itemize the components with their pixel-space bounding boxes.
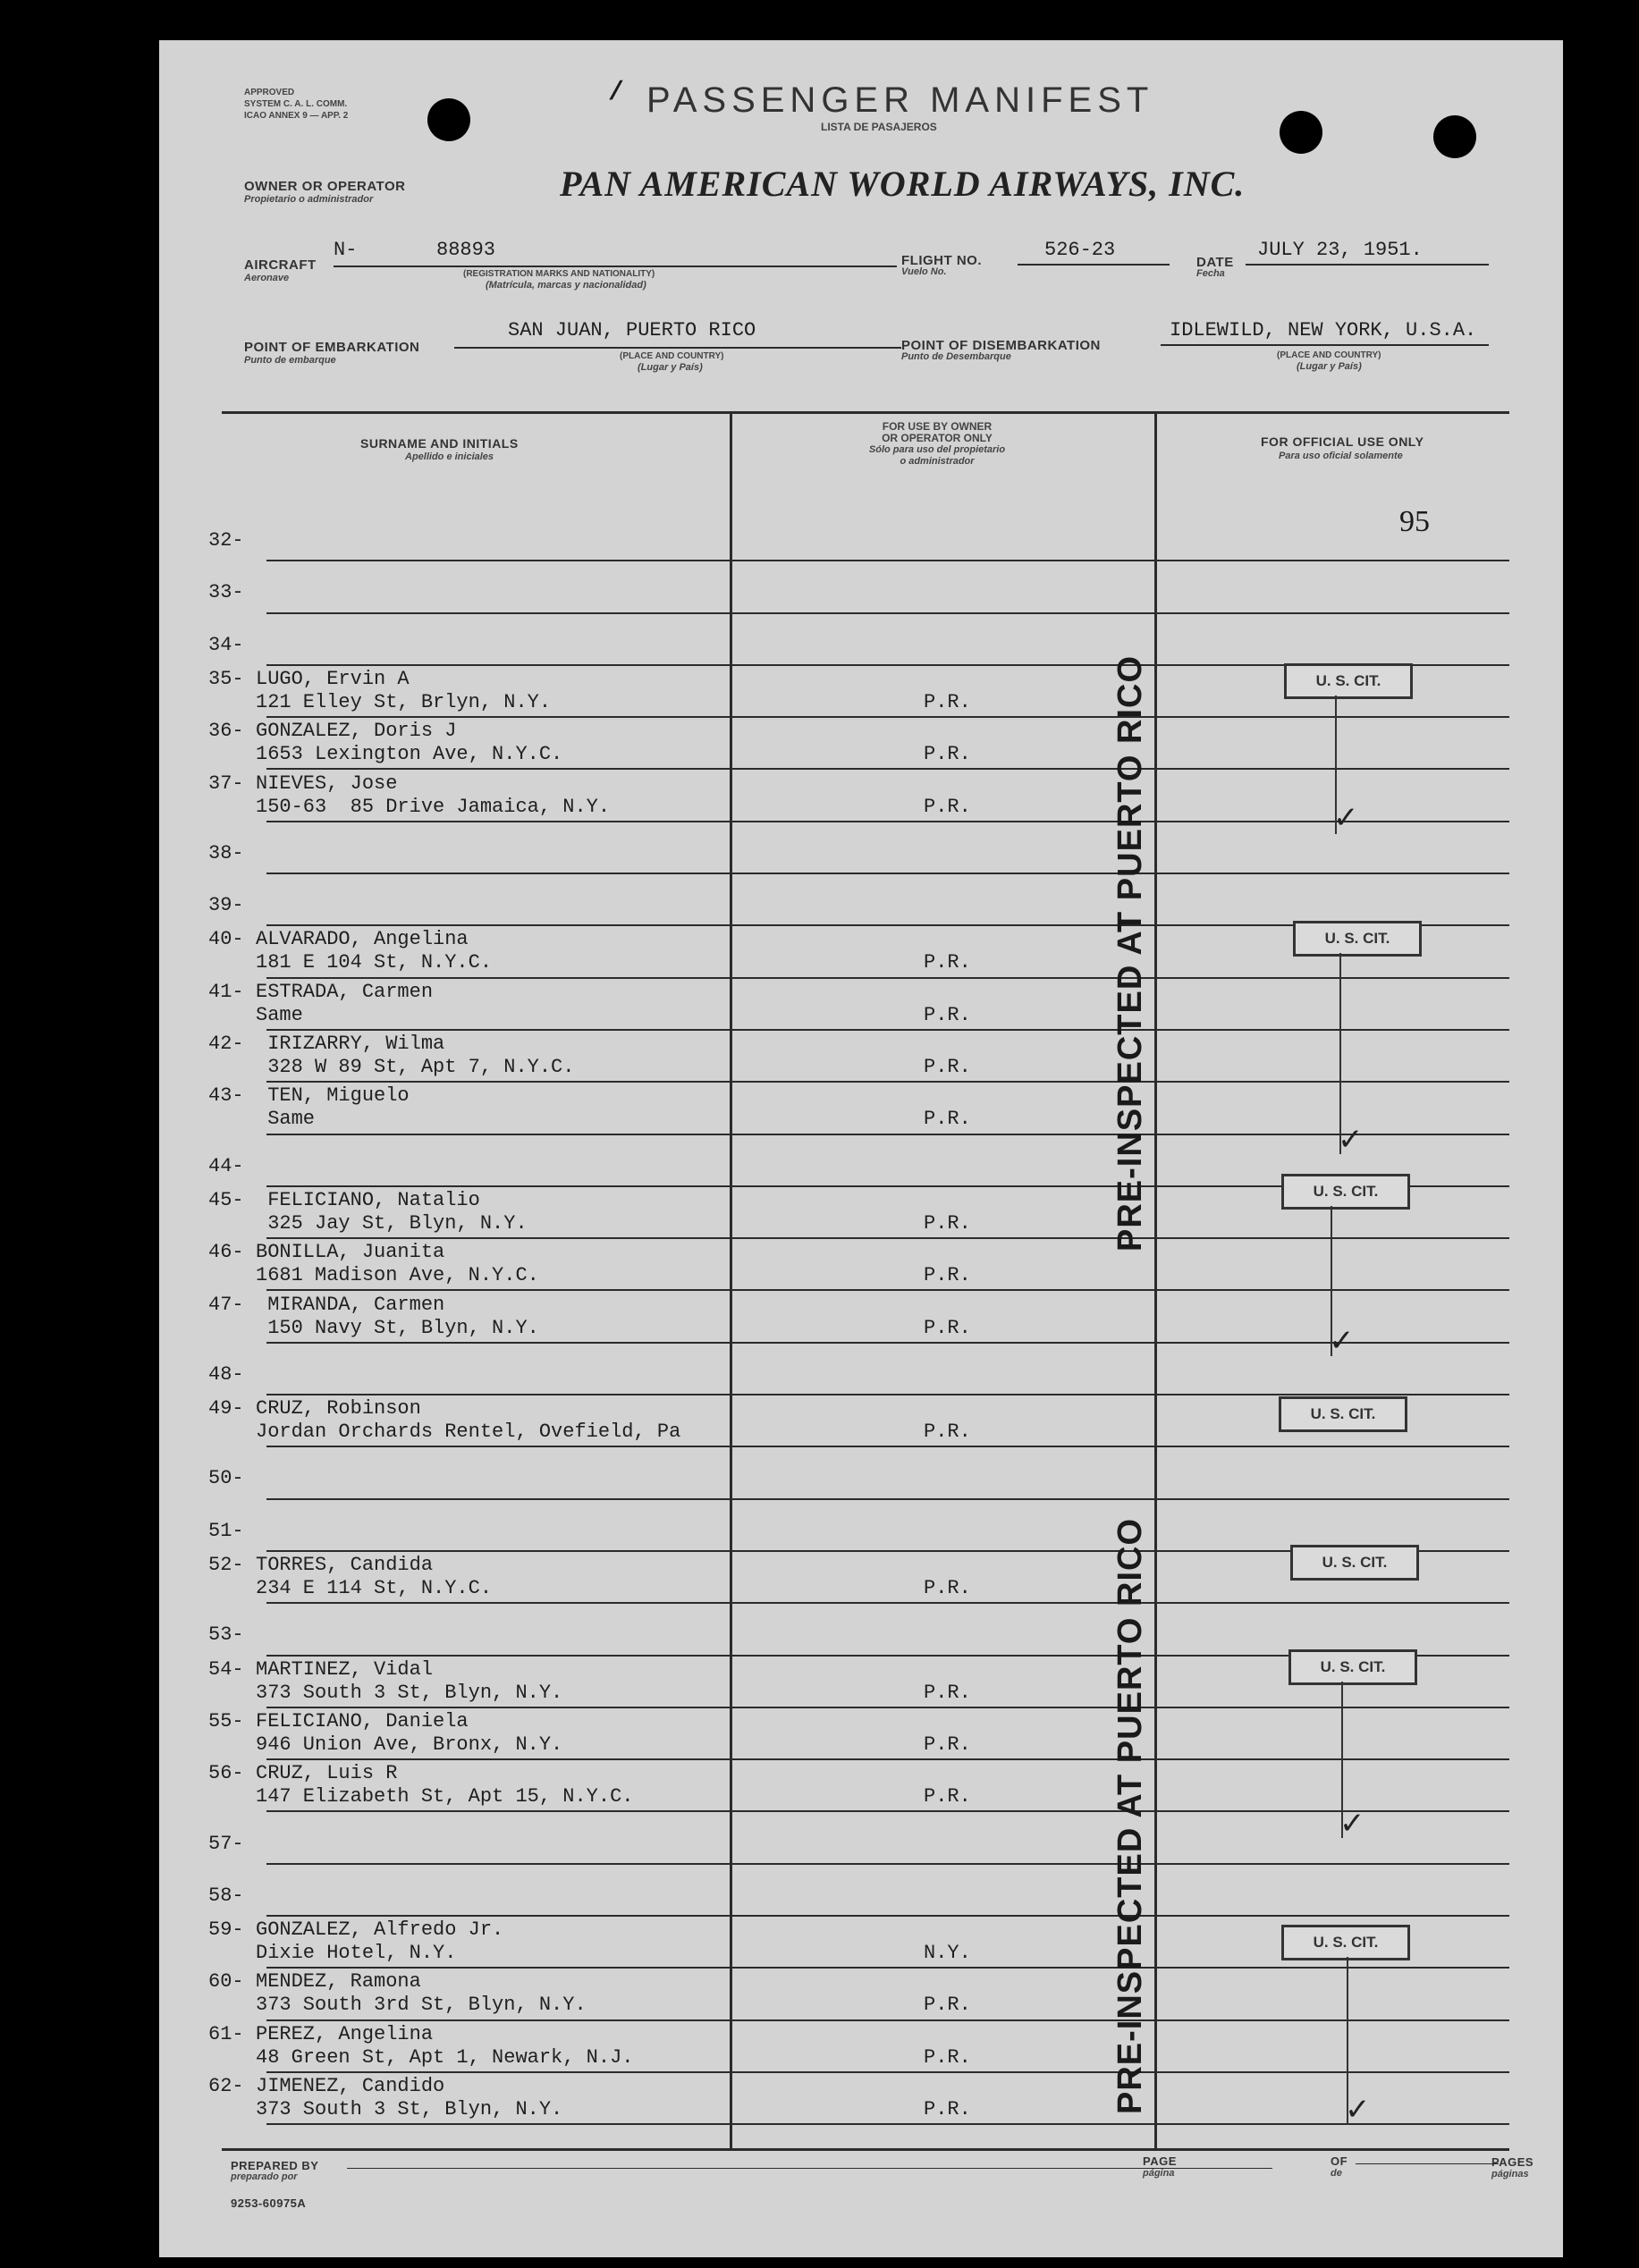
aircraft-label: AIRCRAFT [244, 257, 317, 273]
passenger-name: FELICIANO, Natalio [256, 1188, 480, 1211]
row-number: 43- [208, 1084, 244, 1108]
disembarkation-label: POINT OF DISEMBARKATION [901, 338, 1101, 353]
approval-line: ICAO ANNEX 9 — APP. 2 [244, 111, 349, 121]
embarkation-note: (PLACE AND COUNTRY) [620, 351, 724, 361]
row-number: 54- [208, 1657, 244, 1681]
row-number: 55- [208, 1709, 244, 1733]
passenger-address: 150 Navy St, Blyn, N.Y. [256, 1316, 539, 1339]
check-mark: ✓ [1345, 2092, 1371, 2128]
owner-use-line: FOR USE BY OWNER [882, 420, 993, 433]
aircraft-label-es: Aeronave [244, 273, 290, 283]
passenger-name: FELICIANO, Daniela [256, 1709, 469, 1733]
approval-line: SYSTEM C. A. L. COMM. [244, 99, 348, 109]
passenger-address: Same [256, 1108, 316, 1131]
origin-code: P.R. [924, 1003, 971, 1026]
citizen-stamp: U. S. CIT. [1281, 1174, 1410, 1210]
surname-header-es: Apellido e iniciales [405, 451, 494, 462]
citizen-stamp: U. S. CIT. [1281, 1925, 1410, 1960]
underline [347, 2168, 1272, 2169]
row-number: 49- [208, 1397, 244, 1421]
flight-date: JULY 23, 1951. [1257, 239, 1423, 261]
origin-code: P.R. [924, 1316, 971, 1339]
citizen-stamp: U. S. CIT. [1290, 1545, 1419, 1581]
row-number: 35- [208, 667, 244, 690]
row-number: 44- [208, 1154, 244, 1177]
passenger-address: 150-63 85 Drive Jamaica, N.Y. [256, 795, 611, 818]
citizen-stamp: U. S. CIT. [1284, 663, 1413, 699]
passenger-address: 373 South 3 St, Blyn, N.Y. [256, 1681, 563, 1704]
check-mark: ✓ [1333, 800, 1359, 836]
embarkation-point: SAN JUAN, PUERTO RICO [508, 319, 756, 341]
passenger-address: 147 Elizabeth St, Apt 15, N.Y.C. [256, 1785, 634, 1808]
row-number: 61- [208, 2022, 244, 2045]
disembarkation-note-es: (Lugar y País) [1297, 361, 1362, 372]
row-number: 53- [208, 1623, 244, 1647]
row-number: 52- [208, 1554, 244, 1576]
passenger-name: CRUZ, Luis R [256, 1762, 398, 1785]
passenger-name: CRUZ, Robinson [256, 1397, 421, 1421]
origin-code: P.R. [924, 2098, 971, 2120]
owner-label-es: Propietario o administrador [244, 194, 374, 205]
origin-code: P.R. [924, 1577, 971, 1599]
table-row [159, 2021, 1563, 2073]
table-row [159, 1031, 1563, 1083]
underline [454, 347, 901, 349]
table-row [159, 510, 1563, 561]
of-label-es: de [1331, 2168, 1342, 2179]
row-rule [266, 2123, 1509, 2125]
page-label: PAGE [1143, 2154, 1177, 2168]
origin-code: P.R. [924, 1264, 971, 1287]
preinspected-stamp: PRE-INSPECTED AT PUERTO RICO [1111, 654, 1149, 1252]
row-number: 46- [208, 1241, 244, 1264]
table-row [159, 1708, 1563, 1760]
passenger-name: IRIZARRY, Wilma [256, 1033, 445, 1055]
row-number: 45- [208, 1188, 244, 1211]
passenger-name: ALVARADO, Angelina [256, 928, 469, 951]
origin-code: P.R. [924, 1994, 971, 2017]
prepared-label: PREPARED BY [231, 2159, 319, 2172]
passenger-address: 946 Union Ave, Bronx, N.Y. [256, 1733, 563, 1756]
passenger-name: NIEVES, Jose [256, 771, 398, 795]
row-number: 40- [208, 928, 244, 951]
underline [334, 266, 897, 267]
owner-use-line-es: o administrador [900, 456, 975, 467]
row-number: 32- [208, 529, 244, 552]
passenger-name: ESTRADA, Carmen [256, 980, 434, 1003]
origin-code: N.Y. [924, 1942, 971, 1965]
punch-hole [427, 98, 470, 141]
table-row [159, 614, 1563, 666]
origin-code: P.R. [924, 1421, 971, 1444]
passenger-name: MENDEZ, Ramona [256, 1970, 421, 1994]
underline [1018, 264, 1170, 266]
row-number: 48- [208, 1362, 244, 1386]
passenger-name: TEN, Miguelo [256, 1084, 410, 1108]
row-number: 34- [208, 633, 244, 656]
origin-code: P.R. [924, 1108, 971, 1131]
approval-line: APPROVED [244, 88, 295, 97]
table-row [159, 1760, 1563, 1812]
origin-code: P.R. [924, 690, 971, 713]
underline [1246, 264, 1489, 266]
table-row [159, 874, 1563, 926]
citizen-stamp: U. S. CIT. [1279, 1396, 1407, 1432]
embarkation-note-es: (Lugar y País) [638, 362, 703, 373]
pages-label-es: páginas [1491, 2169, 1529, 2179]
passenger-address: 121 Elley St, Brlyn, N.Y. [256, 690, 552, 713]
passenger-name: GONZALEZ, Alfredo Jr. [256, 1918, 504, 1942]
manifest-sheet [159, 40, 1563, 2257]
origin-code: P.R. [924, 795, 971, 818]
passenger-name: JIMENEZ, Candido [256, 2075, 445, 2097]
passenger-address: Jordan Orchards Rentel, Ovefield, Pa [256, 1421, 681, 1444]
disembarkation-label-es: Punto de Desembarque [901, 351, 1011, 362]
aircraft-note: (REGISTRATION MARKS AND NATIONALITY) [463, 269, 655, 279]
passenger-name: BONILLA, Juanita [256, 1241, 445, 1264]
citizen-stamp: U. S. CIT. [1288, 1649, 1417, 1685]
surname-header: SURNAME AND INITIALS [360, 436, 519, 451]
punch-hole [1280, 111, 1322, 154]
page-label-es: página [1143, 2168, 1175, 2179]
check-mark: ✓ [1338, 1122, 1364, 1158]
passenger-address: 328 W 89 St, Apt 7, N.Y.C. [256, 1056, 575, 1078]
row-number: 56- [208, 1762, 244, 1785]
embarkation-label-es: Punto de embarque [244, 355, 336, 366]
table-row [159, 1239, 1563, 1291]
official-header: FOR OFFICIAL USE ONLY [1261, 434, 1424, 449]
passenger-name: LUGO, Ervin A [256, 667, 410, 690]
row-number: 60- [208, 1970, 244, 1994]
check-mark: ✓ [1339, 1806, 1365, 1842]
passenger-name: TORRES, Candida [256, 1554, 434, 1576]
prepared-label-es: preparado por [231, 2171, 298, 2182]
row-number: 47- [208, 1293, 244, 1316]
passenger-address: 373 South 3rd St, Blyn, N.Y. [256, 1994, 587, 2017]
row-number: 41- [208, 980, 244, 1003]
form-subtitle: LISTA DE PASAJEROS [821, 121, 937, 133]
table-top-rule [222, 411, 1509, 414]
passenger-name: MIRANDA, Carmen [256, 1293, 445, 1316]
check-mark: ✓ [1329, 1323, 1355, 1359]
pages-label: PAGES [1491, 2155, 1534, 2169]
approval-block [244, 87, 348, 122]
passenger-address: 325 Jay St, Blyn, N.Y. [256, 1211, 528, 1235]
owner-use-line-es: Sólo para uso del propietario [868, 444, 1006, 455]
aircraft-prefix: N- [334, 239, 358, 261]
disembarkation-note: (PLACE AND COUNTRY) [1277, 350, 1381, 360]
passenger-name: MARTINEZ, Vidal [256, 1657, 434, 1681]
of-label: OF [1331, 2154, 1348, 2168]
underline [1161, 344, 1489, 346]
passenger-address: 1653 Lexington Ave, N.Y.C. [256, 743, 563, 766]
passenger-address: 48 Green St, Apt 1, Newark, N.J. [256, 2045, 634, 2069]
passenger-address: 1681 Madison Ave, N.Y.C. [256, 1264, 539, 1287]
aircraft-registration: 88893 [436, 239, 496, 261]
passenger-name: PEREZ, Angelina [256, 2022, 434, 2045]
table-row [159, 1447, 1563, 1499]
origin-code: P.R. [924, 1056, 971, 1078]
official-header-es: Para uso oficial solamente [1279, 451, 1403, 461]
flight-label-es: Vuelo No. [901, 266, 947, 277]
form-number: 9253-60975A [231, 2196, 307, 2210]
row-number: 62- [208, 2075, 244, 2097]
row-number: 59- [208, 1918, 244, 1942]
date-label: DATE [1196, 255, 1234, 270]
passenger-address: Dixie Hotel, N.Y. [256, 1942, 457, 1965]
origin-code: P.R. [924, 1733, 971, 1756]
passenger-address: 373 South 3 St, Blyn, N.Y. [256, 2098, 563, 2120]
row-number: 37- [208, 771, 244, 795]
origin-code: P.R. [924, 1785, 971, 1808]
company-name: PAN AMERICAN WORLD AIRWAYS, INC. [560, 164, 1246, 204]
passenger-address: 181 E 104 St, N.Y.C. [256, 951, 493, 974]
passenger-address: 234 E 114 St, N.Y.C. [256, 1577, 493, 1599]
punch-hole [1433, 115, 1476, 158]
table-row [159, 1865, 1563, 1917]
table-row [159, 1604, 1563, 1656]
origin-code: P.R. [924, 2045, 971, 2069]
disembarkation-point: IDLEWILD, NEW YORK, U.S.A. [1170, 319, 1477, 341]
flight-label: FLIGHT NO. [901, 253, 982, 268]
preinspected-stamp: PRE-INSPECTED AT PUERTO RICO [1111, 1517, 1149, 2114]
row-number: 36- [208, 720, 244, 743]
citizen-stamp: U. S. CIT. [1293, 921, 1422, 957]
row-number: 51- [208, 1519, 244, 1542]
official-count: 95 [1399, 505, 1430, 538]
table-row [159, 561, 1563, 613]
owner-use-header [803, 421, 1071, 468]
passenger-address: Same [256, 1003, 303, 1026]
embarkation-label: POINT OF EMBARKATION [244, 340, 420, 355]
row-number: 38- [208, 841, 244, 864]
owner-use-line: OR OPERATOR ONLY [882, 432, 993, 444]
origin-code: P.R. [924, 743, 971, 766]
row-number: 50- [208, 1467, 244, 1490]
tick-mark: / [608, 78, 625, 108]
aircraft-note-es: (Matrícula, marcas y nacionalidad) [486, 280, 646, 291]
flight-number: 526-23 [1044, 239, 1116, 261]
row-number: 42- [208, 1033, 244, 1055]
table-row [159, 1969, 1563, 2020]
table-row [159, 979, 1563, 1031]
passenger-name: GONZALEZ, Doris J [256, 720, 457, 743]
table-row [159, 718, 1563, 770]
row-number: 33- [208, 581, 244, 604]
table-bottom-rule [222, 2148, 1509, 2151]
origin-code: P.R. [924, 1681, 971, 1704]
row-number: 39- [208, 894, 244, 917]
origin-code: P.R. [924, 1211, 971, 1235]
owner-label: OWNER OR OPERATOR [244, 179, 406, 194]
underline [1356, 2163, 1499, 2164]
origin-code: P.R. [924, 951, 971, 974]
row-number: 58- [208, 1884, 244, 1907]
form-title: PASSENGER MANIFEST [646, 80, 1154, 120]
date-label-es: Fecha [1196, 268, 1225, 279]
row-number: 57- [208, 1832, 244, 1855]
